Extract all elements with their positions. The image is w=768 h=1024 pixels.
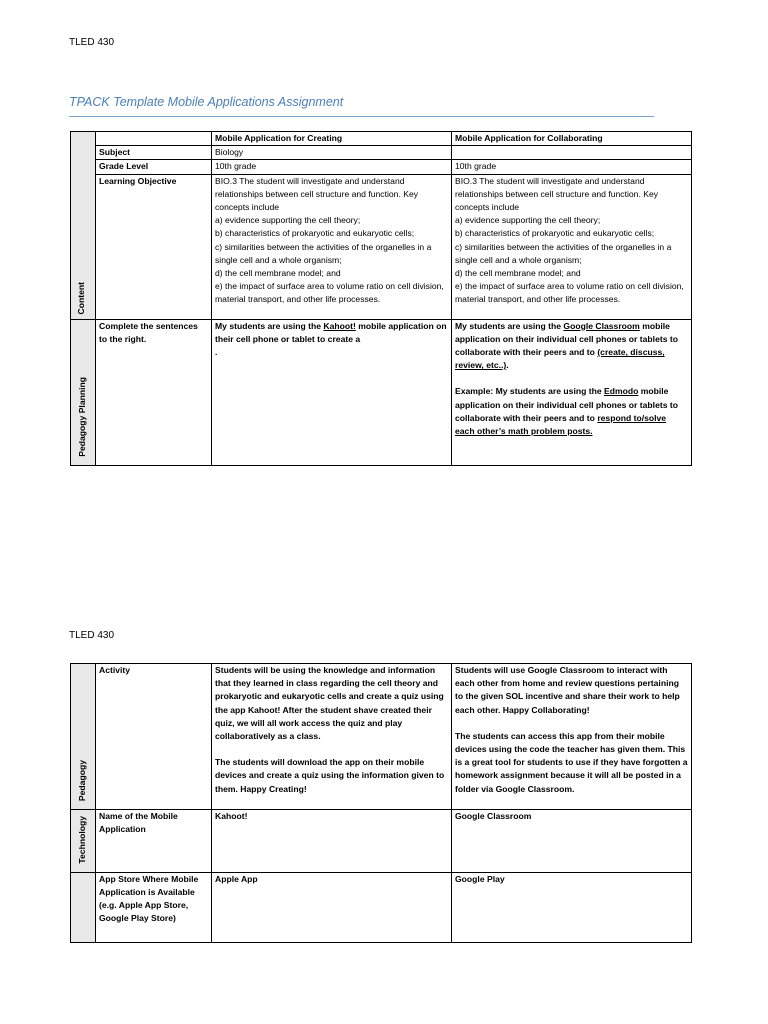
example-task: respond to/solve each other’s math problem posts. — [455, 412, 667, 437]
side-label-pedagogy: Pedagogy — [71, 664, 96, 810]
tpack-table-content — [70, 131, 692, 466]
row-label-grade-level: Grade Level — [96, 160, 212, 174]
collab-task: (create, discuss, review, etc..) — [455, 347, 665, 371]
creating-blank: . — [215, 347, 218, 358]
objective-collab-line: c) similarities between the activities of the organelles in a single cell and a whole organism; — [455, 241, 672, 265]
subject-collaborating — [452, 146, 692, 160]
row-label-activity: Activity — [96, 664, 212, 810]
app-store-collaborating: Google Play — [452, 872, 692, 942]
objective-creating-line: b) characteristics of prokaryotic and eukaryotic cells; — [215, 228, 415, 239]
page-header-2: TLED 430 — [69, 630, 115, 641]
objective-creating-line: BIO.3 The student will investigate and understand relationships between cell structure and function. Key concepts include — [215, 175, 419, 213]
row-label-complete-sentences: Complete the sentences to the right. — [96, 319, 212, 465]
collab-sentence-start: My students are using the — [455, 320, 564, 331]
side-label-content: Content — [71, 132, 96, 320]
example-sentence-start: Example: My students are using the — [455, 386, 604, 397]
app-name-creating: Kahoot! — [212, 810, 452, 873]
objective-creating-line: c) similarities between the activities of the organelles in a single cell and a whole organism; — [215, 241, 432, 265]
grade-creating: 10th grade — [212, 160, 452, 174]
page-header: TLED 430 — [69, 37, 115, 48]
activity-collab-p1: Students will use Google Classroom to interact with each other from home and review questions pertaining to the given SOL incentive and share their work to help each other. Happy Collaborating! — [455, 665, 680, 715]
side-label-technology: Technology — [71, 810, 96, 873]
objective-creating-line: e) the impact of surface area to volume ratio on cell division, material transport, and other life processes. — [215, 281, 444, 305]
objective-creating — [212, 174, 452, 319]
complete-creating — [212, 319, 452, 465]
row-label-app-name: Name of the Mobile Application — [96, 810, 212, 873]
creating-sentence-start: My students are using the — [215, 320, 324, 331]
header-empty-cell — [96, 132, 212, 146]
column-header-collaborating: Mobile Application for Collaborating — [452, 132, 692, 146]
complete-collaborating — [452, 319, 692, 465]
objective-collab-line: a) evidence supporting the cell theory; — [455, 215, 601, 226]
side-label-empty — [71, 872, 96, 942]
creating-app-name: Kahoot! — [323, 320, 356, 331]
objective-collab-line: BIO.3 The student will investigate and understand relationships between cell structure and function. Key concepts include — [455, 175, 659, 213]
objective-collab-line: b) characteristics of prokaryotic and eukaryotic cells; — [455, 228, 655, 239]
collab-sentence-mid: mobile application on their individual cell phones or tablets to collaborate with their peers and to — [455, 320, 678, 358]
row-label-subject: Subject — [96, 146, 212, 160]
app-name-collaborating: Google Classroom — [452, 810, 692, 873]
activity-creating — [212, 664, 452, 810]
column-header-creating: Mobile Application for Creating — [212, 132, 452, 146]
side-label-pedagogy-planning: Pedagogy Planning — [71, 319, 96, 465]
objective-creating-line: d) the cell membrane model; and — [215, 268, 341, 279]
activity-collaborating — [452, 664, 692, 810]
activity-collab-p2: The students can access this app from their mobile devices using the code the teacher has given them. This is a great tool for students to use if they have forgotten a homework assignment because it will all be posted in a folder via Google Classroom. — [455, 730, 688, 794]
subject-creating: Biology — [212, 146, 452, 160]
example-sentence-mid: mobile application on their individual cell phones or tablets to collaborate with their peers and to — [455, 386, 678, 423]
objective-creating-line: a) evidence supporting the cell theory; — [215, 215, 361, 226]
collab-app-name: Google Classroom — [563, 320, 640, 331]
row-label-learning-objective: Learning Objective — [96, 174, 212, 319]
activity-creating-p2: The students will download the app on their mobile devices and create a quiz using the information given to them. Happy Creating! — [215, 757, 445, 794]
row-label-app-store: App Store Where Mobile Application is Available (e.g. Apple App Store, Google Play Store) — [96, 872, 212, 942]
collab-sentence-end: . — [506, 360, 509, 371]
activity-creating-p1: Students will be using the knowledge and information that they learned in class regarding the cell theory and prokaryotic and eukaryotic cells and create a quiz using the app Kahoot! After the student shave created their quiz, we will all work access the quiz and play collaboratively as a class. — [215, 665, 444, 742]
creating-sentence-rest: mobile application on their cell phone or tablet to create a — [215, 320, 447, 344]
grade-collaborating: 10th grade — [452, 160, 692, 174]
objective-collaborating — [452, 174, 692, 319]
example-app-name: Edmodo — [604, 386, 639, 397]
app-store-creating: Apple App — [212, 872, 452, 942]
document-title: TPACK Template Mobile Applications Assignment — [69, 95, 344, 109]
objective-collab-line: e) the impact of surface area to volume ratio on cell division, material transport, and other life processes. — [455, 281, 684, 305]
title-underline — [69, 116, 654, 117]
objective-collab-line: d) the cell membrane model; and — [455, 268, 581, 279]
tpack-table-technology — [70, 663, 692, 943]
